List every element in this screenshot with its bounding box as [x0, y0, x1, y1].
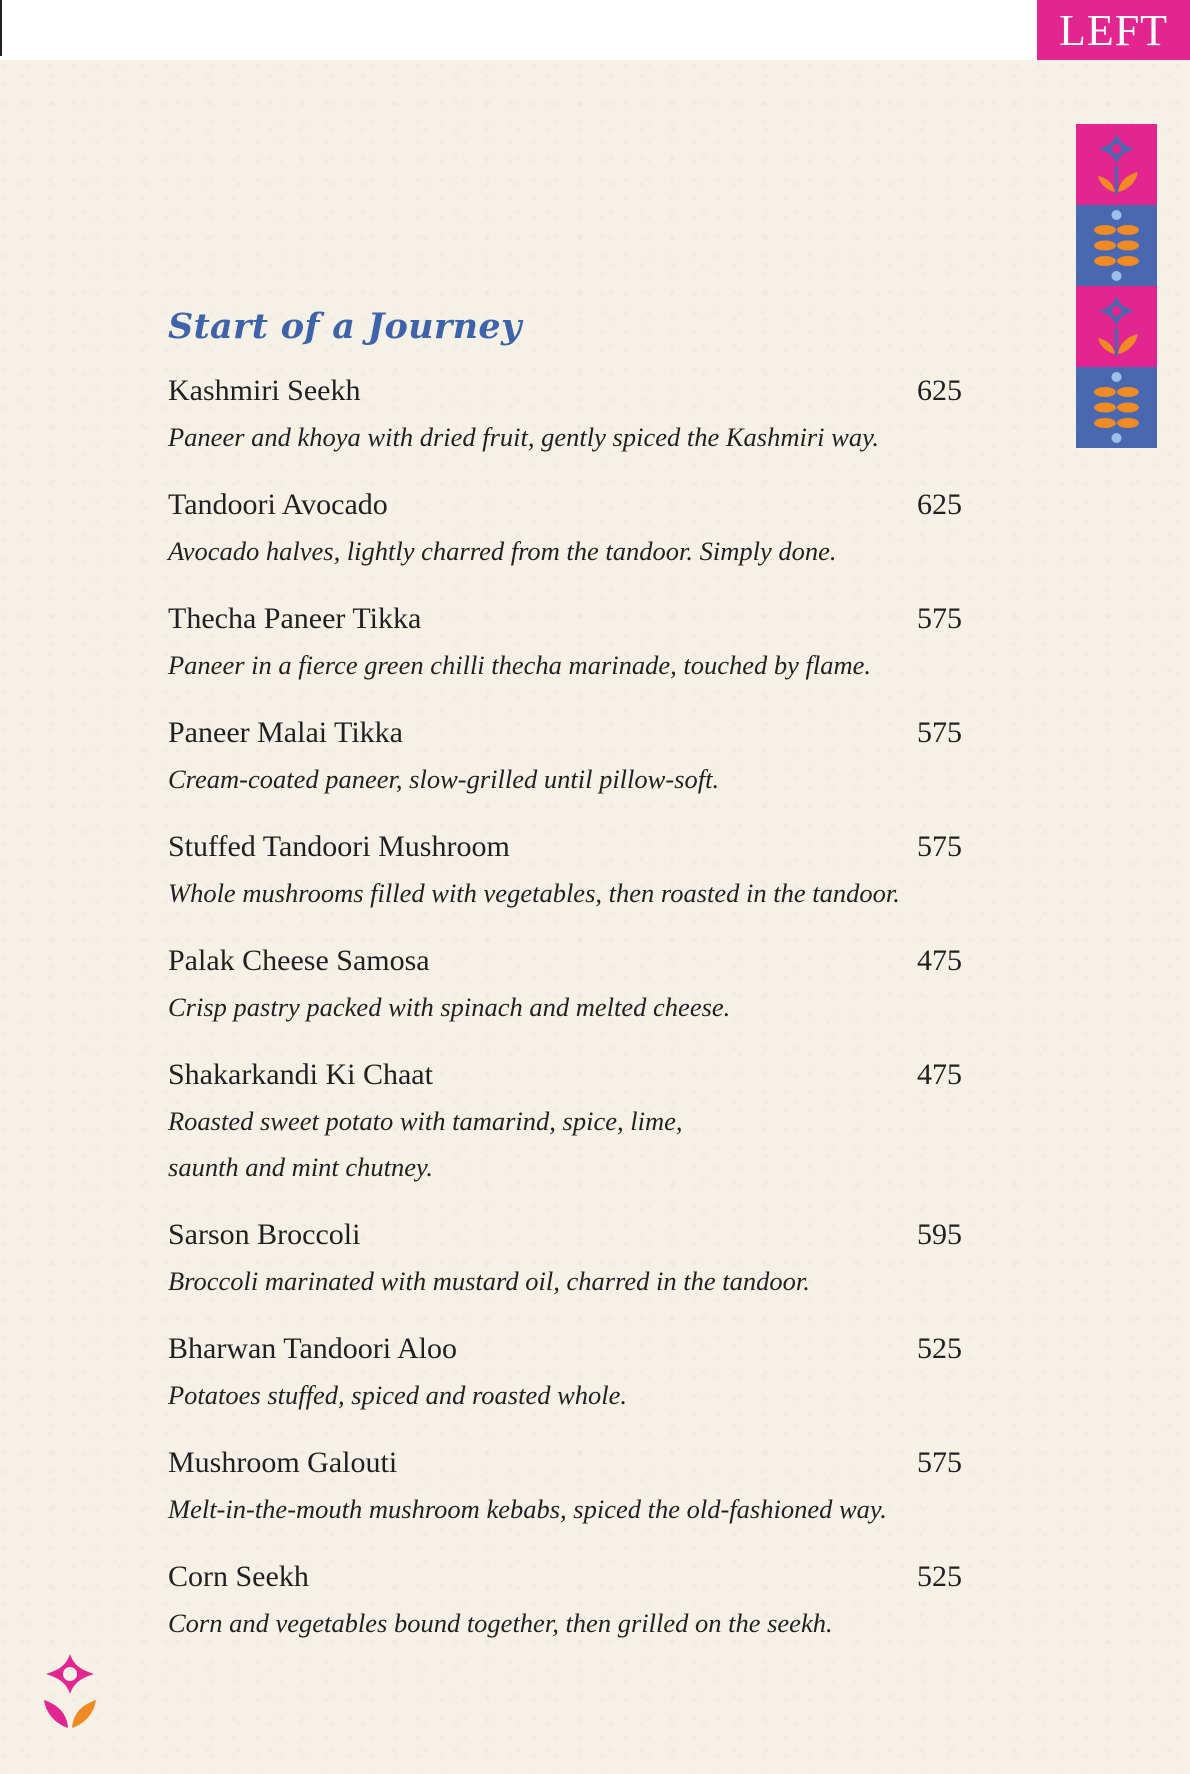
- menu-list: [168, 370, 962, 1670]
- menu-item: [168, 940, 962, 1054]
- pink-flower-tile-icon: [1076, 286, 1157, 367]
- blue-leaf-tile-icon: [1076, 367, 1157, 448]
- menu-item: [168, 598, 962, 712]
- blue-leaf-tile-icon: [1076, 205, 1157, 286]
- dish-price: 625: [917, 488, 962, 521]
- dish-description: Corn and vegetables bound together, then grilled on the seekh.: [168, 1608, 833, 1638]
- dish-name: Tandoori Avocado: [168, 488, 388, 521]
- dish-description: Whole mushrooms filled with vegetables, then roasted in the tandoor.: [168, 878, 900, 908]
- dish-description: Paneer and khoya with dried fruit, gently spiced the Kashmiri way.: [168, 422, 879, 452]
- dish-description: Paneer in a fierce green chilli thecha marinade, touched by flame.: [168, 650, 872, 680]
- dish-price: 525: [917, 1332, 962, 1365]
- dish-name: Palak Cheese Samosa: [168, 944, 430, 977]
- menu-item: [168, 1442, 962, 1556]
- dish-name: Mushroom Galouti: [168, 1446, 398, 1479]
- dish-description: Melt-in-the-mouth mushroom kebabs, spiced the old-fashioned way.: [168, 1494, 887, 1524]
- dish-price: 475: [917, 1058, 962, 1091]
- dish-description: Roasted sweet potato with tamarind, spice, lime, saunth and mint chutney.: [168, 1106, 683, 1182]
- dish-name: Bharwan Tandoori Aloo: [168, 1332, 457, 1365]
- dish-description: Crisp pastry packed with spinach and melted cheese.: [168, 992, 731, 1022]
- dish-name: Kashmiri Seekh: [168, 374, 361, 407]
- dish-name: Paneer Malai Tikka: [168, 716, 403, 749]
- dish-price: 525: [917, 1560, 962, 1593]
- dish-description: Potatoes stuffed, spiced and roasted whole.: [168, 1380, 628, 1410]
- lotus-flower-icon: [42, 1650, 98, 1730]
- menu-item: [168, 826, 962, 940]
- dish-description: Broccoli marinated with mustard oil, charred in the tandoor.: [168, 1266, 810, 1296]
- pink-flower-tile-icon: [1076, 124, 1157, 205]
- menu-item: [168, 1556, 962, 1670]
- dish-name: Shakarkandi Ki Chaat: [168, 1058, 433, 1091]
- decorative-tile-strip: [1076, 124, 1157, 448]
- dish-name: Sarson Broccoli: [168, 1218, 361, 1251]
- dish-price: 475: [917, 944, 962, 977]
- dish-price: 595: [917, 1218, 962, 1251]
- section-title: Start of a Journey: [168, 306, 522, 347]
- dish-price: 575: [917, 830, 962, 863]
- menu-item: [168, 1054, 962, 1214]
- menu-item: [168, 370, 962, 484]
- page-side-tag: LEFT: [1037, 0, 1190, 60]
- dish-name: Corn Seekh: [168, 1560, 309, 1593]
- menu-item: [168, 484, 962, 598]
- dish-description: Cream-coated paneer, slow-grilled until pillow-soft.: [168, 764, 720, 794]
- dish-name: Thecha Paneer Tikka: [168, 602, 422, 635]
- dish-price: 575: [917, 602, 962, 635]
- menu-item: [168, 1214, 962, 1328]
- dish-name: Stuffed Tandoori Mushroom: [168, 830, 510, 863]
- crop-mark: [0, 0, 2, 56]
- menu-item: [168, 1328, 962, 1442]
- menu-item: [168, 712, 962, 826]
- dish-description: Avocado halves, lightly charred from the tandoor. Simply done.: [168, 536, 837, 566]
- top-margin-bar: [0, 0, 1190, 60]
- dish-price: 575: [917, 716, 962, 749]
- dish-price: 625: [917, 374, 962, 407]
- dish-price: 575: [917, 1446, 962, 1479]
